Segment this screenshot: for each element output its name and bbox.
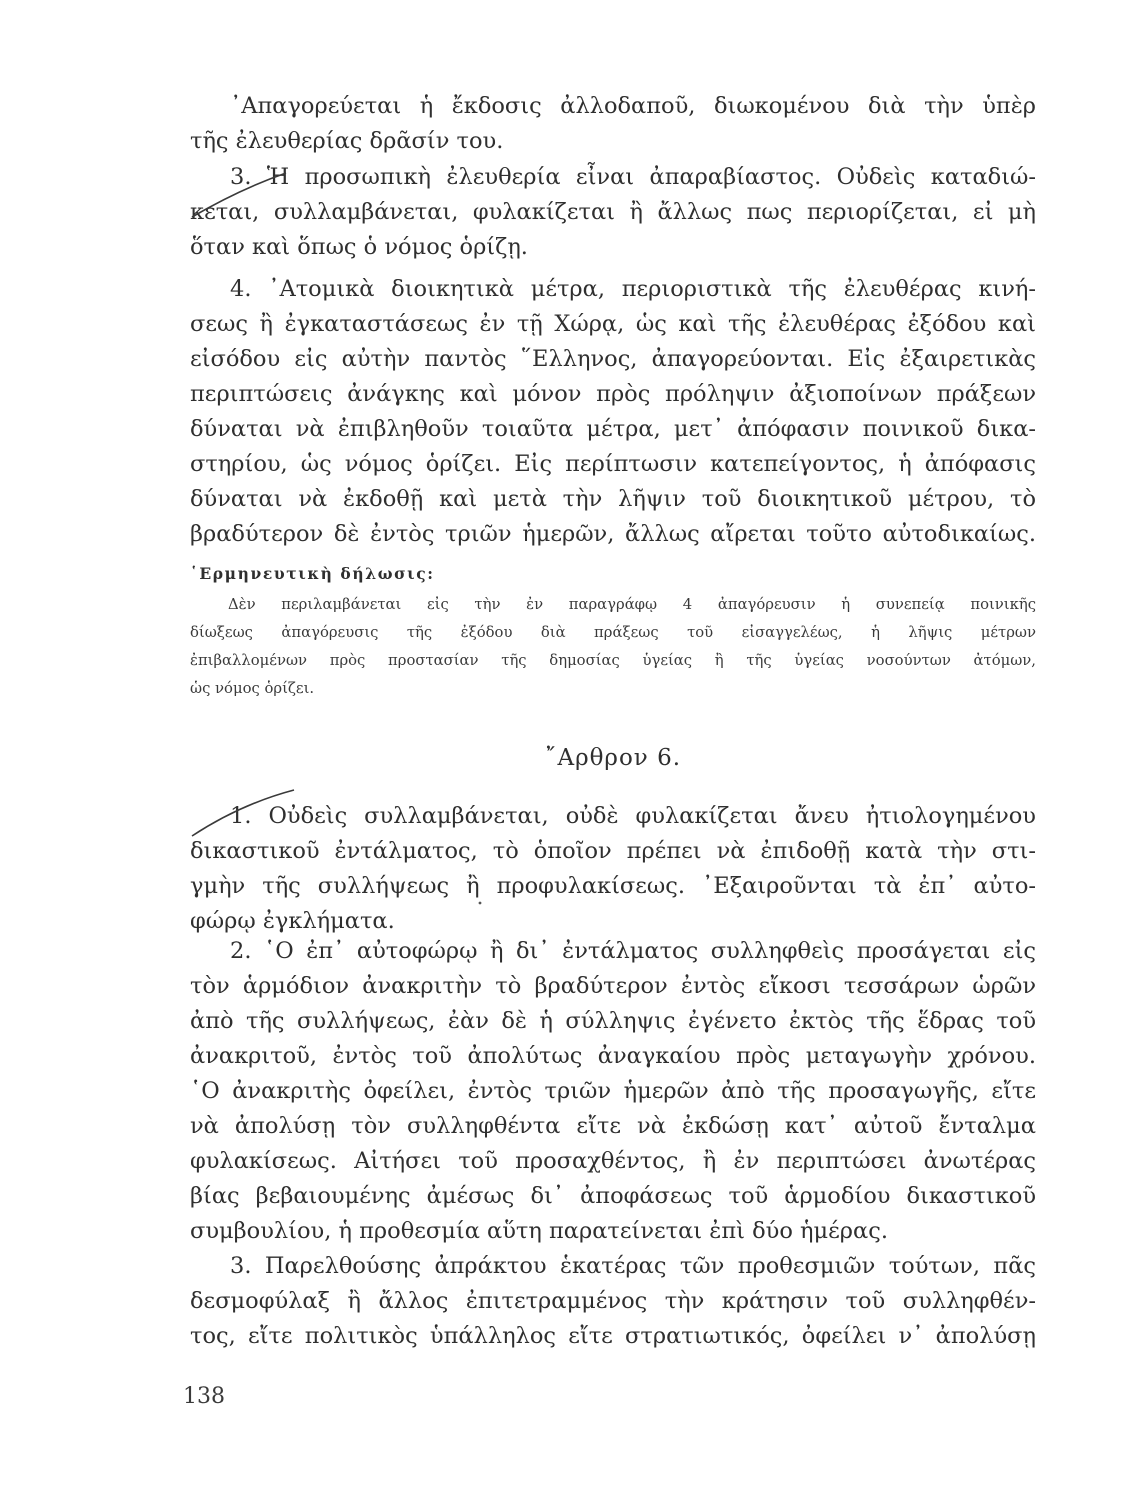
note-line: Δὲν περιλαμβάνεται εἰς τὴν ἐν παραγράφῳ 4 ἀπαγόρευσιν ἡ συνεπείᾳ ποινικῆς [228,596,1036,613]
text-line: 3. Ἡ προσωπικὴ ἐλευθερία εἶναι ἀπαραβίαστος. Οὐδεὶς καταδιώ- [230,164,1036,190]
note-line: ἐπιβαλλομένων πρὸς προστασίαν τῆς δημοσίας ὑγείας ἢ τῆς ὑγείας νοσούντων ἀτόμων, [190,652,1036,669]
text-line: ἀπὸ τῆς συλλήψεως, ἐὰν δὲ ἡ σύλληψις ἐγένετο ἐκτὸς τῆς ἕδρας τοῦ [190,1008,1036,1034]
text-line: 1. Οὐδεὶς συλλαμβάνεται, οὐδὲ φυλακίζεται ἄνευ ἠτιολογημένου [230,803,1036,829]
text-line: τὸν ἁρμόδιον ἀνακριτὴν τὸ βραδύτερον ἐντὸς εἴκοσι τεσσάρων ὡρῶν [190,973,1036,999]
page-number: 138 [183,1384,225,1409]
text-line: δύναται νὰ ἐκδοθῇ καὶ μετὰ τὴν λῆψιν τοῦ διοικητικοῦ μέτρου, τὸ [190,486,1036,512]
article-heading: ῎Αρθρον 6. [544,745,682,771]
text-line: φυλακίσεως. Αἰτήσει τοῦ προσαχθέντος, ἢ ἐν περιπτώσει ἀνωτέρας [190,1148,1036,1174]
text-line: ἀνακριτοῦ, ἐντὸς τοῦ ἀπολύτως ἀναγκαίου πρὸς μεταγωγὴν χρόνου. [190,1043,1036,1069]
text-line: ᾿Απαγορεύεται ἡ ἔκδοσις ἀλλοδαποῦ, διωκομένου διὰ τὴν ὑπὲρ [230,93,1036,119]
text-line: στηρίου, ὡς νόμος ὁρίζει. Εἰς περίπτωσιν κατεπείγοντος, ἡ ἀπόφασις [190,451,1036,477]
text-line: 3. Παρελθούσης ἀπράκτου ἑκατέρας τῶν προθεσμιῶν τούτων, πᾶς [230,1253,1036,1279]
text-line: εἰσόδου εἰς αὐτὴν παντὸς ῞Ελληνος, ἀπαγορεύονται. Εἰς ἐξαιρετικὰς [190,346,1036,372]
text-line: βραδύτερον δὲ ἐντὸς τριῶν ἡμερῶν, ἄλλως αἴρεται τοῦτο αὐτοδικαίως. [190,521,1036,547]
text-line: δικαστικοῦ ἐντάλματος, τὸ ὁποῖον πρέπει νὰ ἐπιδοθῇ κατὰ τὴν στι- [190,838,1036,864]
note-line: δίωξεως ἀπαγόρευσις τῆς ἐξόδου διὰ πράξεως τοῦ εἰσαγγελέως, ἡ λῆψις μέτρων [190,624,1036,641]
text-line: τῆς ἐλευθερίας δρᾶσίν του. [190,128,504,154]
text-line: ῾Ο ἀνακριτὴς ὀφείλει, ἐντὸς τριῶν ἡμερῶν ἀπὸ τῆς προσαγωγῆς, εἴτε [190,1078,1036,1104]
note-heading: ῾Ερμηνευτικὴ δήλωσις: [190,564,435,583]
text-line: νὰ ἀπολύσῃ τὸν συλληφθέντα εἴτε νὰ ἐκδώσῃ κατ᾿ αὐτοῦ ἔνταλμα [190,1113,1036,1139]
note-line: ὡς νόμος ὁρίζει. [190,680,315,697]
text-line: τος, εἴτε πολιτικὸς ὑπάλληλος εἴτε στρατιωτικός, ὀφείλει ν᾿ ἀπολύσῃ [190,1323,1036,1349]
text-line: περιπτώσεις ἀνάγκης καὶ μόνον πρὸς πρόληψιν ἀξιοποίνων πράξεων [190,381,1036,407]
text-line: βίας βεβαιουμένης ἀμέσως δι᾿ ἀποφάσεως τοῦ ἁρμοδίου δικαστικοῦ [190,1183,1036,1209]
text-line: φώρῳ ἐγκλήματα. [190,908,395,934]
text-line: ὅταν καὶ ὅπως ὁ νόμος ὁρίζῃ. [190,234,528,260]
text-line: σεως ἢ ἐγκαταστάσεως ἐν τῇ Χώρᾳ, ὡς καὶ τῆς ἐλευθέρας ἐξόδου καὶ [190,311,1036,337]
text-line: δεσμοφύλαξ ἢ ἄλλος ἐπιτετραμμένος τὴν κράτησιν τοῦ συλληφθέν- [190,1288,1036,1314]
text-line: συμβουλίου, ἡ προθεσμία αὕτη παρατείνεται ἐπὶ δύο ἡμέρας. [190,1218,888,1244]
text-line: κεται, συλλαμβάνεται, φυλακίζεται ἢ ἄλλως πως περιορίζεται, εἰ μὴ [190,199,1036,225]
text-line: 2. ῾Ο ἐπ᾿ αὐτοφώρῳ ἢ δι᾿ ἐντάλματος συλληφθεὶς προσάγεται εἰς [230,938,1036,964]
text-line: γμὴν τῆς συλλήψεως ἢ προφυλακίσεως. ᾿Εξαιροῦνται τὰ ἐπ᾿ αὐτο- [190,873,1036,899]
text-line: δύναται νὰ ἐπιβληθοῦν τοιαῦτα μέτρα, μετ᾿ ἀπόφασιν ποινικοῦ δικα- [190,416,1036,442]
text-line: 4. ᾿Ατομικὰ διοικητικὰ μέτρα, περιοριστικὰ τῆς ἐλευθέρας κινή- [230,276,1036,302]
